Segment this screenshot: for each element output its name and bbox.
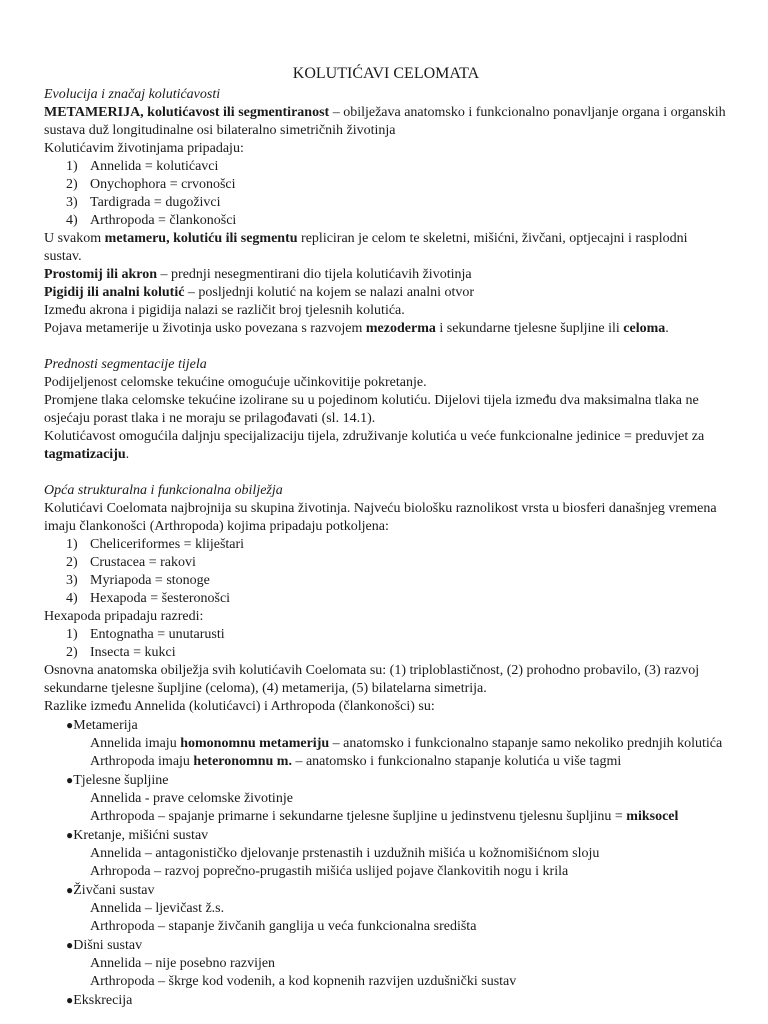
- bullet-group-ekskrecija: ●Ekskrecija: [44, 991, 728, 1010]
- list-item: 3) Myriapoda = stonoge: [66, 573, 210, 588]
- list-item: 4) Arthropoda = člankonošci: [66, 213, 237, 228]
- paragraph-hexapoda-razredi: Hexapoda pripadaju razredi:: [44, 609, 204, 624]
- paragraph-metamer: U svakom metameru, kolutiću ili segmentu repliciran je celom te skeletni, mišićni, živčani, optjecajni i rasplodni sustav.: [44, 231, 688, 264]
- list-razredi: [44, 626, 728, 662]
- paragraph-podijeljenost: Podijeljenost celomske tekućine omogućuje učinkovitije pokretanje.: [44, 375, 427, 390]
- section-heading-evolution: Evolucija i značaj kolutićavosti: [44, 87, 221, 102]
- paragraph-promjene-tlaka: Promjene tlaka celomske tekućine izolirane su u pojedinom kolutiću. Dijelovi tijela između dva maksimalna tlaka ne osjećaju porast tlaka i ne moraju se prilagođavati (sl. 14.1).: [44, 393, 699, 426]
- bullet-icon: ●: [66, 773, 74, 787]
- paragraph-mezoderm: Pojava metamerije u životinja usko povezana s razvojem mezoderma i sekundarne tjelesne šupljine ili celoma.: [44, 321, 669, 336]
- bullet-group-zivcani-sustav: ●Živčani sustav Annelida – ljevičast ž.s. Arthropoda – stapanje živčanih ganglija u veća funkcionalna središta: [44, 881, 728, 936]
- paragraph-osnovna-obiljezja: Osnovna anatomska obilježja svih kolutićavih Coelomata su: (1) triploblastičnost, (2) prohodno probavilo, (3) razvoj sekundarne tjelesne šupljine (celoma), (4) metamerija, (5) bilatelarna simetrija.: [44, 663, 700, 696]
- list-item: 1) Annelida = kolutićavci: [66, 159, 219, 174]
- paragraph-akron-pigidij: Između akrona i pigidija nalazi se različit broj tjelesnih kolutića.: [44, 303, 405, 318]
- paragraph-razlike: Razlike između Annelida (kolutićavci) i Arthropoda (člankonošci) su:: [44, 699, 435, 714]
- bullet-icon: ●: [66, 883, 74, 897]
- list-item: 2) Insecta = kukci: [66, 645, 176, 660]
- list-item: 1) Cheliceriformes = kliještari: [66, 537, 245, 552]
- list-item: 1) Entognatha = unutarusti: [66, 627, 225, 642]
- section-heading-features: Opća strukturalna i funkcionalna obilježja: [44, 483, 283, 498]
- paragraph-najbrojnija-skupina: Kolutićavi Coelomata najbrojnija su skupina životinja. Najveću biološku raznolikost vrsta u biosferi današnjeg vremena imaju člankonošci (Arthropoda) kojima pripadaju potkoljena:: [44, 501, 717, 534]
- list-kolutićave-skupine: [44, 158, 728, 230]
- list-razlike: [44, 716, 728, 1010]
- bullet-group-metamerija: ●Metamerija Annelida imaju homonomnu metameriju – anatomsko i funkcionalno stapanje samo nekoliko prednjih kolutića Arthropoda imaju heteronomnu m. – anatomsko i funkcionalno stapanje kolutića u više tagmi: [44, 716, 728, 771]
- list-potkoljena: [44, 536, 728, 608]
- list-item: 3) Tardigrada = dugoživci: [66, 195, 221, 210]
- list-item: 2) Crustacea = rakovi: [66, 555, 196, 570]
- paragraph-prostomij: Prostomij ili akron – prednji nesegmentirani dio tijela kolutićavih životinja: [44, 267, 472, 282]
- bullet-group-tjelesne-supljine: ●Tjelesne šupljine Annelida - prave celomske životinje Arthropoda – spajanje primarne i sekundarne tjelesne šupljine u jedinstvenu tjelesnu šupljinu = miksocel: [44, 771, 728, 826]
- paragraph-tagmatizacija: Kolutićavost omogućila daljnju specijalizaciju tijela, združivanje kolutića u veće funkcionalne jedinice = preduvjet za tagmatizaciju.: [44, 429, 705, 462]
- term-metamerija: METAMERIJA, kolutićavost ili segmentiranost: [44, 105, 330, 120]
- list-item: 4) Hexapoda = šesteronošci: [66, 591, 231, 606]
- document-title: KOLUTIĆAVI CELOMATA: [292, 65, 480, 82]
- bullet-icon: ●: [66, 828, 74, 842]
- bullet-group-kretanje: ●Kretanje, mišićni sustav Annelida – antagonističko djelovanje prstenastih i uzdužnih mišića u kožnomišićnom sloju Arhropoda – razvoj poprečno-prugastih mišića uslijed pojave člankovitih nogu i krila: [44, 826, 728, 881]
- paragraph-kolutićave-zivotinje: Kolutićavim životinjama pripadaju:: [44, 141, 244, 156]
- bullet-group-disni-sustav: ●Dišni sustav Annelida – nije posebno razvijen Arthropoda – škrge kod vodenih, a kod kopnenih razvijen uzdušnički sustav: [44, 936, 728, 991]
- paragraph-pigidij: Pigidij ili analni kolutić – posljednji kolutić na kojem se nalazi analni otvor: [44, 285, 475, 300]
- bullet-icon: ●: [66, 718, 74, 732]
- paragraph-metamerija: METAMERIJA, kolutićavost ili segmentiranost – obilježava anatomsko i funkcionalno ponavljanje organa i organskih sustava duž longitudinalne osi bilateralno simetričnih životinja: [44, 105, 726, 138]
- bullet-icon: ●: [66, 938, 74, 952]
- list-item: 2) Onychophora = crvonošci: [66, 177, 236, 192]
- section-heading-segmentation: Prednosti segmentacije tijela: [44, 357, 207, 372]
- bullet-icon: ●: [66, 993, 74, 1007]
